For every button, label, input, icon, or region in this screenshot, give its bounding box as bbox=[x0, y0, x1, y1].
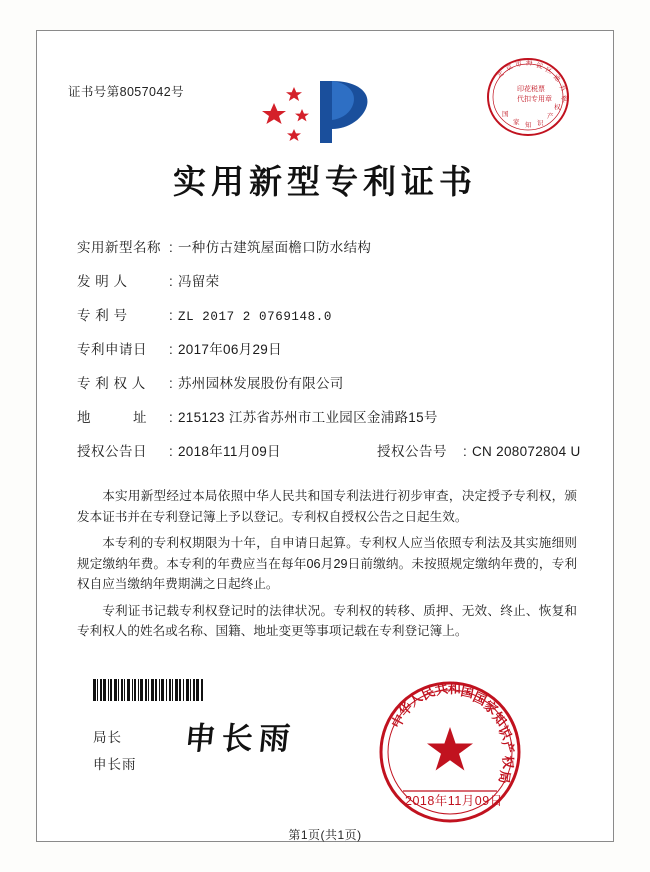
svg-text:海: 海 bbox=[525, 58, 533, 67]
field-row bbox=[77, 406, 577, 440]
director-title-label: 局长 bbox=[93, 730, 122, 745]
field-label: 专 利 号 bbox=[77, 308, 128, 323]
field-label: 专 利 权 人 bbox=[77, 376, 146, 391]
svg-text:识: 识 bbox=[494, 723, 514, 743]
certificate-border bbox=[36, 30, 614, 842]
svg-text:华: 华 bbox=[396, 699, 417, 720]
svg-text:区: 区 bbox=[544, 65, 554, 76]
grant-number-value: CN 208072804 U bbox=[472, 444, 581, 459]
legal-text-block bbox=[77, 486, 577, 648]
field-label: 实用新型名称 bbox=[77, 240, 161, 255]
field-value: 一种仿古建筑屋面檐口防水结构 bbox=[178, 240, 372, 255]
field-separator: : bbox=[169, 342, 173, 357]
svg-text:淀: 淀 bbox=[535, 61, 544, 71]
svg-text:家: 家 bbox=[513, 118, 520, 126]
field-value: 冯留荣 bbox=[178, 274, 220, 289]
svg-text:产: 产 bbox=[498, 738, 517, 756]
svg-text:识: 识 bbox=[537, 119, 544, 127]
svg-text:地: 地 bbox=[551, 73, 562, 84]
svg-text:局: 局 bbox=[495, 769, 512, 785]
field-separator: : bbox=[169, 308, 173, 323]
svg-text:市: 市 bbox=[514, 59, 523, 69]
svg-text:权: 权 bbox=[499, 755, 515, 770]
field-separator: : bbox=[463, 444, 467, 459]
field-label: 专利申请日 bbox=[77, 342, 147, 357]
document-title: 实用新型专利证书 bbox=[173, 162, 477, 201]
svg-text:国: 国 bbox=[502, 110, 509, 118]
tax-stamp-icon bbox=[485, 54, 571, 140]
field-separator: : bbox=[169, 410, 173, 425]
field-list bbox=[77, 236, 581, 474]
certificate-number: 证书号第8057042号 bbox=[68, 85, 184, 99]
svg-text:方: 方 bbox=[557, 82, 568, 94]
svg-text:印花税票: 印花税票 bbox=[517, 85, 545, 93]
svg-text:权: 权 bbox=[554, 103, 561, 111]
handwritten-signature: 申长雨 bbox=[182, 721, 298, 757]
seal-date: 2018年11月09日 bbox=[405, 794, 503, 808]
svg-text:共: 共 bbox=[433, 681, 450, 699]
grant-number-label: 授权公告号 bbox=[377, 444, 447, 459]
svg-text:民: 民 bbox=[419, 684, 438, 704]
paragraph: 本实用新型经过本局依照中华人民共和国专利法进行初步审查，决定授予专利权，颁发本证书并在专利登记簿上予以登记。专利权自授权公告之日起生效。 bbox=[77, 489, 577, 524]
field-separator: : bbox=[169, 240, 173, 255]
svg-text:京: 京 bbox=[504, 62, 514, 73]
svg-text:知: 知 bbox=[488, 709, 509, 730]
field-separator: : bbox=[169, 376, 173, 391]
svg-text:人: 人 bbox=[406, 690, 426, 711]
svg-text:家: 家 bbox=[480, 698, 501, 719]
svg-text:税: 税 bbox=[559, 94, 570, 104]
field-value: ZL 2017 2 0769148.0 bbox=[178, 310, 332, 324]
sipo-logo-icon bbox=[258, 71, 388, 149]
svg-text:产: 产 bbox=[547, 112, 554, 120]
grant-date-value: 2018年11月09日 bbox=[178, 444, 281, 459]
field-row bbox=[77, 270, 577, 304]
page-footer: 第1页(共1页) bbox=[288, 828, 362, 842]
field-separator: : bbox=[169, 444, 173, 459]
svg-text:知: 知 bbox=[525, 121, 532, 129]
field-row bbox=[77, 236, 577, 270]
field-value: 2017年06月29日 bbox=[178, 342, 282, 357]
paragraph: 专利证书记载专利权登记时的法律状况。专利权的转移、质押、无效、终止、恢复和专利权人的姓名或名称、国籍、地址变更等事项记载在专利登记簿上。 bbox=[77, 603, 577, 638]
field-value: 苏州园林发展股份有限公司 bbox=[178, 376, 344, 391]
svg-text:中: 中 bbox=[389, 712, 409, 731]
grant-number-group bbox=[377, 440, 581, 460]
svg-text:代扣专用章: 代扣专用章 bbox=[517, 95, 552, 103]
field-row bbox=[77, 304, 577, 338]
field-separator: : bbox=[169, 274, 173, 289]
paragraph: 本专利的专利权期限为十年，自申请日起算。专利权人应当依照专利法及其实施细则规定缴纳年费。本专利的年费应当在每年06月29日前缴纳。未按照规定缴纳年费的，专利权自应当缴纳年费期满之日起终止。 bbox=[77, 536, 577, 591]
field-value: 215123 江苏省苏州市工业园区金浦路15号 bbox=[178, 410, 438, 425]
field-label: 地 址 bbox=[77, 410, 147, 425]
field-label: 发 明 人 bbox=[77, 274, 128, 289]
grant-row bbox=[77, 440, 581, 474]
barcode bbox=[93, 679, 263, 701]
director-name-label: 申长雨 bbox=[93, 757, 137, 772]
certificate-content bbox=[37, 31, 613, 841]
svg-text:和: 和 bbox=[448, 682, 462, 697]
grant-date-label: 授权公告日 bbox=[77, 444, 147, 459]
svg-text:北: 北 bbox=[495, 69, 506, 80]
svg-text:国: 国 bbox=[470, 690, 489, 710]
field-row bbox=[77, 338, 577, 372]
field-row bbox=[77, 372, 577, 406]
svg-text:国: 国 bbox=[459, 684, 476, 702]
